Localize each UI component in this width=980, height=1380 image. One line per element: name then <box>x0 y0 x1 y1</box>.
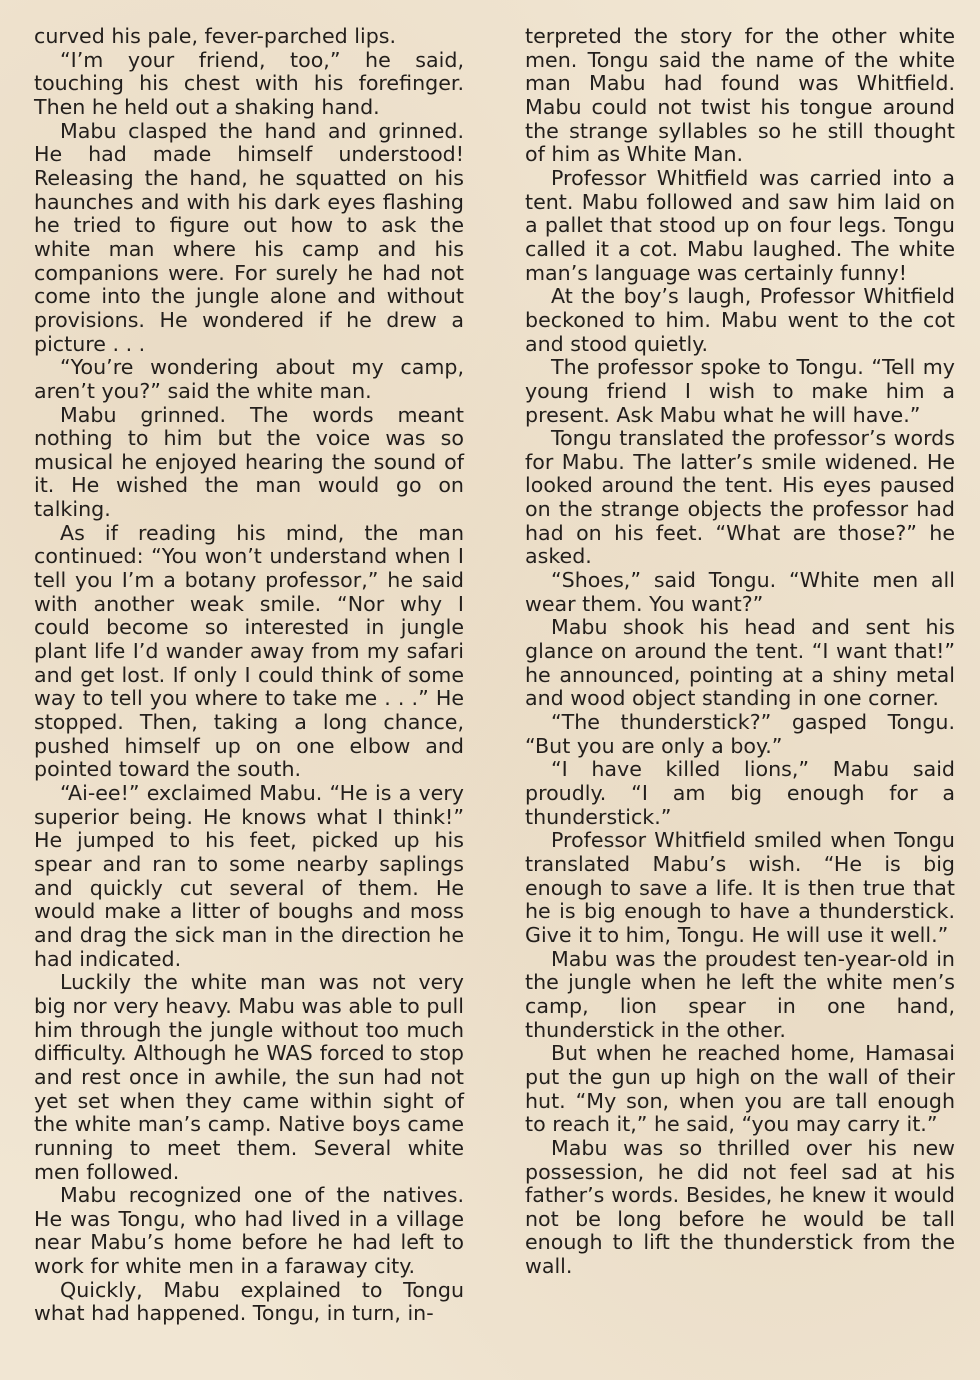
paragraph: terpreted the story for the other white men. Tongu said the name of the white man Mabu had found was Whitfield. Mabu could not twist his tongue around the strange syllables so he still thought of him as White Man. <box>525 24 955 167</box>
left-column <box>34 25 464 1326</box>
paragraph: “I have killed lions,” Mabu said proudly. “I am big enough for a thunderstick.” <box>525 757 955 829</box>
paragraph: But when he reached home, Hamasai put the gun up high on the wall of their hut. “My son, when you are tall enough to reach it,” he said, “you may carry it.” <box>525 1041 955 1137</box>
paragraph: Professor Whitfield smiled when Tongu translated Mabu’s wish. “He is big enough to save a life. It is then true that he is big enough to have a thunderstick. Give it to him, Tongu. He will use it well.” <box>525 828 955 947</box>
paragraph: Mabu was the proudest ten-year-old in the jungle when he left the white men’s camp, lion spear in one hand, thunderstick in the other. <box>525 946 955 1042</box>
paragraph: “Ai-ee!” exclaimed Mabu. “He is a very superior being. He knows what I think!” He jumped to his feet, picked up his spear and ran to some nearby saplings and quickly cut several of them. He would make a litter of boughs and moss and drag the sick man in the direction he had indicated. <box>34 781 464 971</box>
paragraph: “I’m your friend, too,” he said, touching his chest with his forefinger. Then he held out a shaking hand. <box>34 47 464 119</box>
paragraph: curved his pale, fever-parched lips. <box>34 24 397 48</box>
paragraph: Luckily the white man was not very big nor very heavy. Mabu was able to pull him through the jungle without too much difficulty. Although he WAS forced to stop and rest once in awhile, the sun had not yet set when they came within sight of the white man’s camp. Native boys came running to meet them. Several white men followed. <box>34 970 464 1184</box>
paragraph: The professor spoke to Tongu. “Tell my young friend I wish to make him a present. Ask Mabu what he will have.” <box>525 355 955 427</box>
paragraph: Mabu shook his head and sent his glance on around the tent. “I want that!” he announced, pointing at a shiny metal and wood object standing in one corner. <box>525 615 955 711</box>
paragraph: “You’re wondering about my camp, aren’t you?” said the white man. <box>34 355 464 403</box>
paragraph: “The thunderstick?” gasped Tongu. “But you are only a boy.” <box>525 710 955 758</box>
paragraph: Mabu grinned. The words meant nothing to him but the voice was so musical he enjoyed hearing the sound of it. He wished the man would go on talking. <box>34 402 464 522</box>
paragraph: Mabu clasped the hand and grinned. He had made himself understood! Releasing the hand, he squatted on his haunches and with his dark eyes flashing he tried to figure out how to ask the white man where his camp and his companions were. For surely he had not come into the jungle alone and without provisions. He wondered if he drew a picture . . . <box>34 118 464 356</box>
paragraph: Tongu translated the professor’s words for Mabu. The latter’s smile widened. He looked around the tent. His eyes paused on the strange objects the professor had had on his feet. “What are those?” he asked. <box>525 426 955 569</box>
paragraph: As if reading his mind, the man continued: “You won’t understand when I tell you I’m a botany professor,” he said with another weak smile. “Nor why I could become so interested in jungle plant life I’d wander away from my safari and get lost. If only I could think of some way to tell you where to take me . . .” He stopped. Then, taking a long chance, pushed himself up on one elbow and pointed toward the south. <box>34 520 464 782</box>
paragraph: “Shoes,” said Tongu. “White men all wear them. You want?” <box>525 568 955 616</box>
paragraph: Quickly, Mabu explained to Tongu what had happened. Tongu, in turn, in- <box>34 1277 464 1326</box>
right-column <box>525 25 955 1279</box>
paragraph: Professor Whitfield was carried into a tent. Mabu followed and saw him laid on a pallet that stood up on four legs. Tongu called it a cot. Mabu laughed. The white man’s language was certainly funny! <box>525 165 955 285</box>
paragraph: Mabu was so thrilled over his new possession, he did not feel sad at his father’s words. Besides, he knew it would not be long before he would be tall enough to lift the thunderstick from the wall. <box>525 1135 955 1279</box>
paragraph: At the boy’s laugh, Professor Whitfield beckoned to him. Mabu went to the cot and stood quietly. <box>525 284 955 356</box>
paragraph: Mabu recognized one of the natives. He was Tongu, who had lived in a village near Mabu’s home before he had left to work for white men in a faraway city. <box>34 1183 464 1279</box>
